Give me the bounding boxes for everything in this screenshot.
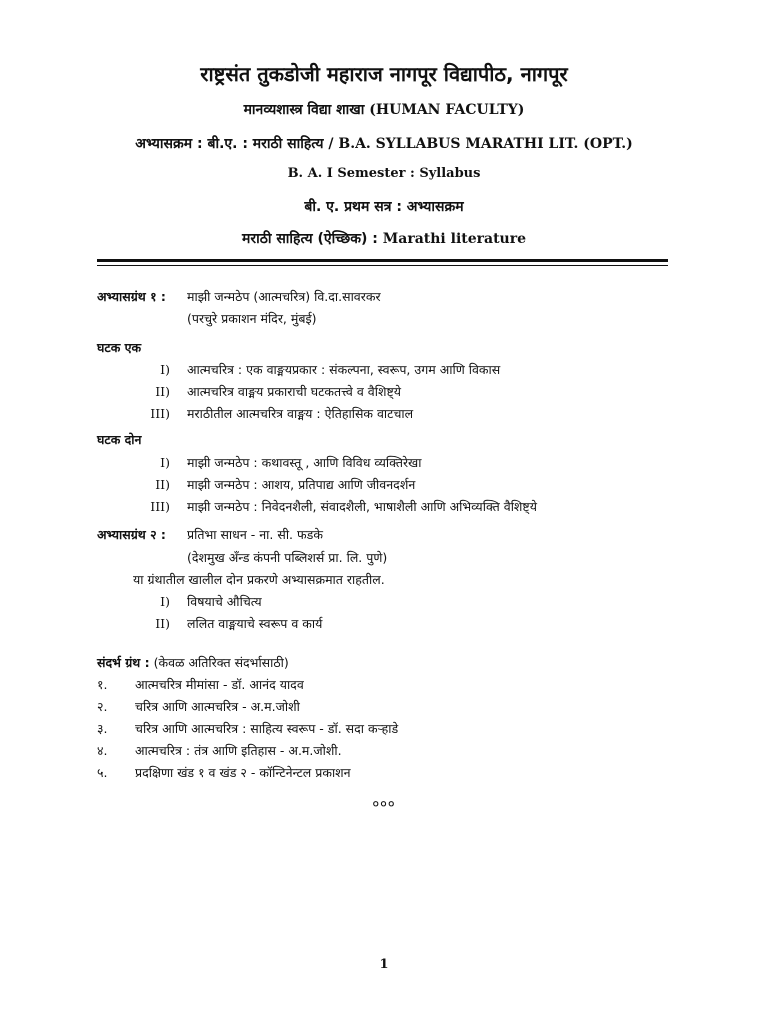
text1-publisher: (परचुरे प्रकाशन मंदिर, मुंबई) [187, 311, 317, 326]
unit1-item-num: I) [160, 362, 170, 377]
unit2-item: माझी जन्मठेप : कथावस्तू , आणि विविध व्यक्तिरेखा [187, 455, 422, 470]
reference-item: आत्मचरित्र : तंत्र आणि इतिहास - अ.म.जोशी. [135, 743, 342, 758]
unit2-heading: घटक दोन [97, 432, 142, 447]
references-note: (केवळ अतिरिक्त संदर्भासाठी) [153, 655, 289, 670]
text1-title: माझी जन्मठेप (आत्मचरित्र) वि.दा.सावरकर [187, 289, 381, 304]
text2-title: प्रतिभा साधन - ना. सी. फडके [187, 527, 323, 542]
reference-item-num: ५. [97, 765, 108, 780]
text1-label: अभ्यासग्रंथ १ : [97, 289, 166, 304]
references-label: संदर्भ ग्रंथ : [97, 655, 150, 670]
reference-item: आत्मचरित्र मीमांसा - डॉ. आनंद यादव [135, 677, 304, 692]
semester-marathi: बी. ए. प्रथम सत्र : अभ्यासक्रम [304, 199, 464, 215]
text2-item-num: II) [155, 616, 170, 631]
unit1-item-num: III) [150, 406, 170, 421]
text2-publisher: (देशमुख अँन्ड कंपनी पब्लिशर्स प्रा. लि. पुणे) [187, 550, 388, 565]
literature-english: Marathi literature [382, 231, 527, 247]
end-ornament: ००० [372, 797, 396, 812]
unit1-item: आत्मचरित्र वाङ्मय प्रकाराची घटकतत्त्वे व वैशिष्ट्ये [187, 384, 402, 399]
faculty-marathi: मानव्यशास्त्र विद्या शाखा [243, 102, 365, 118]
reference-item-num: १. [97, 677, 108, 692]
reference-item: चरित्र आणि आत्मचरित्र : साहित्य स्वरूप - डॉ. सदा कऱ्हाडे [135, 721, 399, 736]
text2-item: ललित वाङ्मयाचे स्वरूप व कार्य [187, 616, 323, 631]
unit2-item-num: II) [155, 477, 170, 492]
faculty-english: (HUMAN FACULTY) [369, 102, 525, 118]
page-number: 1 [379, 957, 389, 972]
unit1-item-num: II) [155, 384, 170, 399]
reference-item: चरित्र आणि आत्मचरित्र - अ.म.जोशी [135, 699, 300, 714]
divider-thin [97, 265, 668, 266]
text2-item-num: I) [160, 594, 170, 609]
text2-item: विषयाचे औचित्य [187, 594, 262, 609]
university-title: राष्ट्रसंत तुकडोजी महाराज नागपूर विद्यापीठ, नागपूर [200, 62, 568, 86]
syllabus-marathi: अभ्यासक्रम : बी.ए. : मराठी साहित्य / [135, 136, 334, 152]
unit2-item: माझी जन्मठेप : आशय, प्रतिपाद्य आणि जीवनदर्शन [187, 477, 416, 492]
reference-item-num: २. [97, 699, 108, 714]
reference-item-num: ४. [97, 743, 108, 758]
literature-heading [0, 229, 768, 248]
literature-marathi: मराठी साहित्य (ऐच्छिक) : [241, 231, 378, 247]
semester-english: B. A. I Semester : Syllabus [287, 166, 481, 181]
unit1-item: मराठीतील आत्मचरित्र वाङ्मय : ऐतिहासिक वाटचाल [187, 406, 414, 421]
unit2-item-num: I) [160, 455, 170, 470]
divider-thick [97, 259, 668, 262]
text2-note: या ग्रंथातील खालील दोन प्रकरणे अभ्यासक्रमात राहतील. [133, 572, 385, 587]
unit2-item-num: III) [150, 499, 170, 514]
reference-item-num: ३. [97, 721, 108, 736]
unit1-item: आत्मचरित्र : एक वाङ्मयप्रकार : संकल्पना, स्वरूप, उगम आणि विकास [187, 362, 501, 377]
faculty-heading [0, 100, 768, 119]
references-heading [97, 655, 289, 671]
text2-label: अभ्यासग्रंथ २ : [97, 527, 166, 542]
reference-item: प्रदक्षिणा खंड १ व खंड २ - कॉन्टिनेन्टल प्रकाशन [135, 765, 351, 780]
unit2-item: माझी जन्मठेप : निवेदनशैली, संवादशैली, भाषाशैली आणि अभिव्यक्ति वैशिष्ट्ये [187, 499, 537, 514]
syllabus-heading [0, 134, 768, 153]
syllabus-english: B.A. SYLLABUS MARATHI LIT. (OPT.) [338, 136, 633, 152]
unit1-heading: घटक एक [97, 340, 142, 355]
